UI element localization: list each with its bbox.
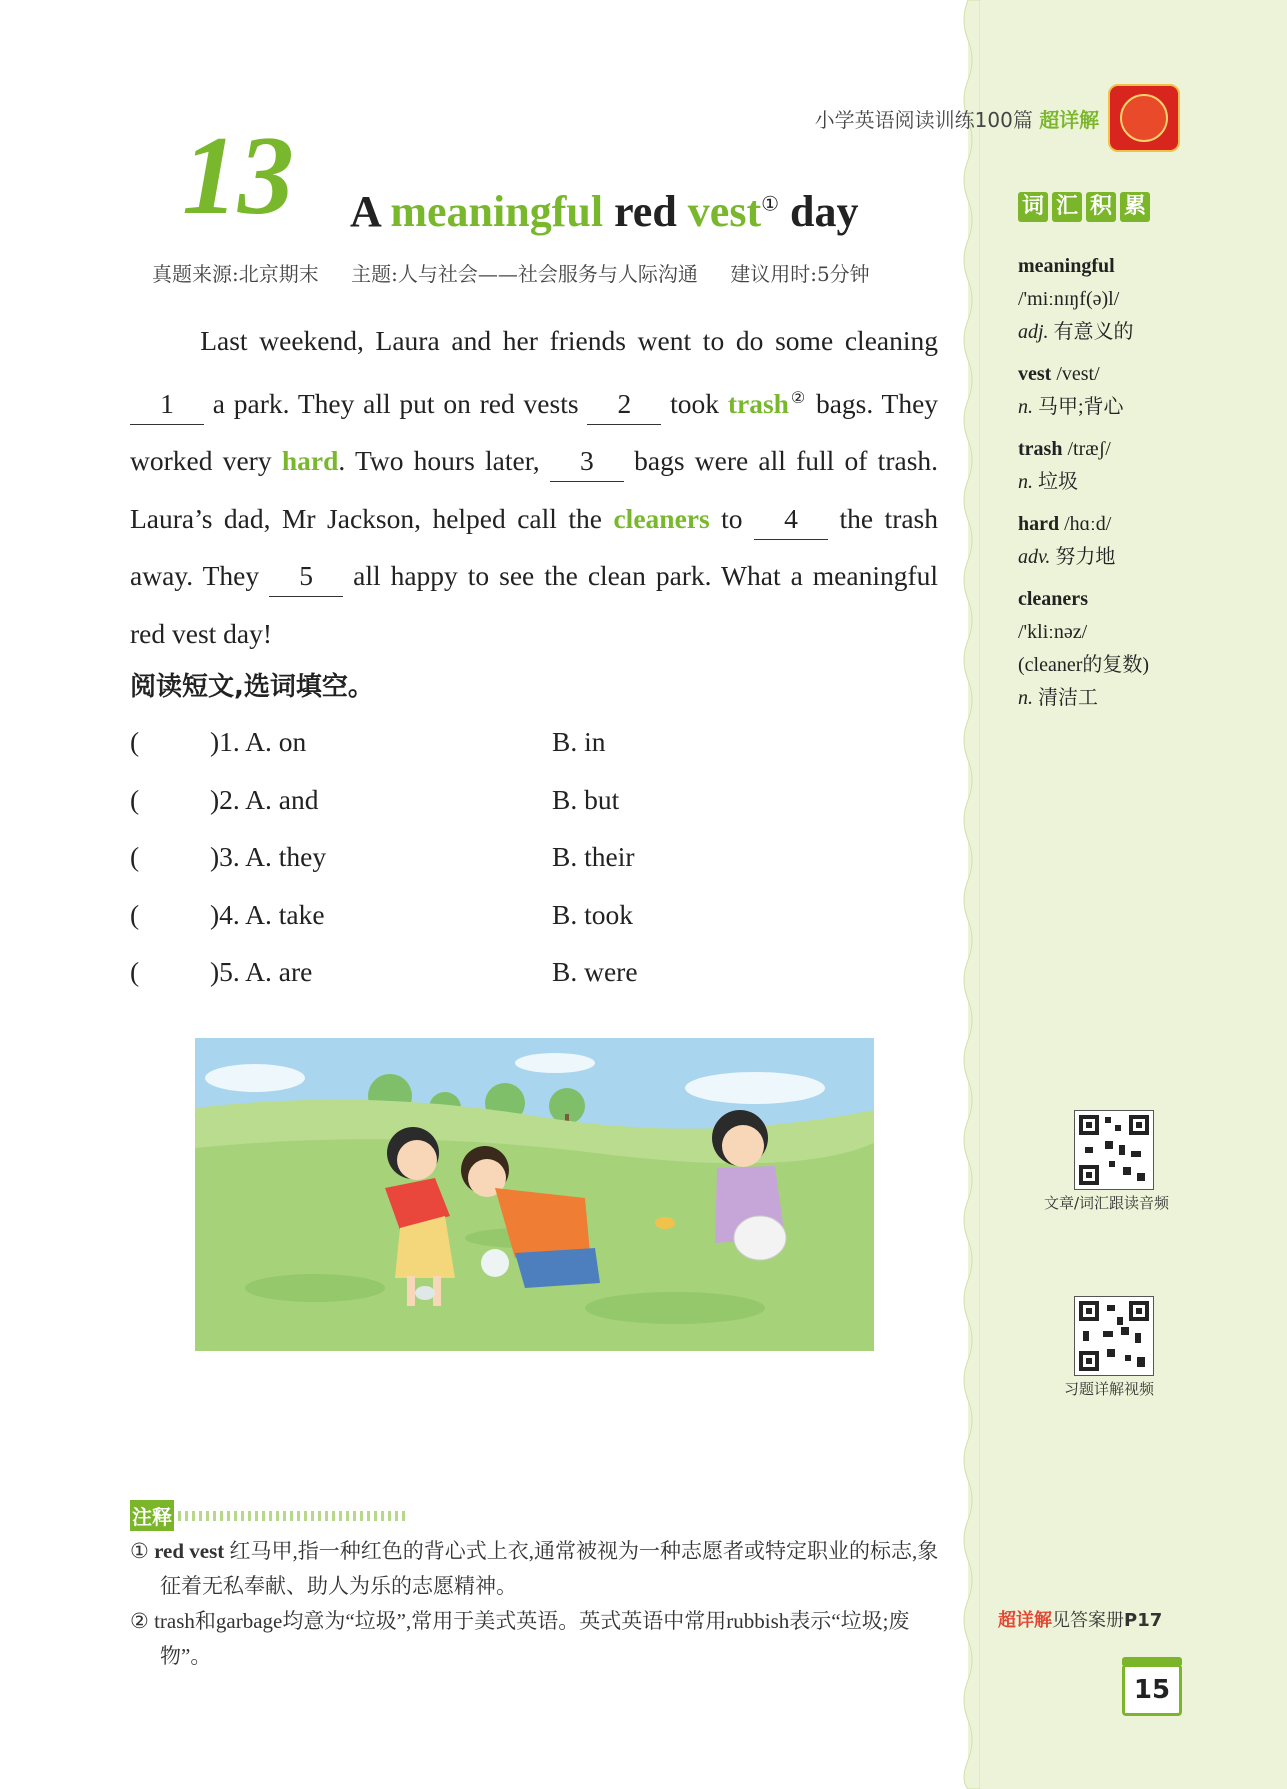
passage-text: a park. They all put on red vests xyxy=(212,387,579,419)
option-a: )5. A. are xyxy=(210,956,313,987)
option-b: B. took xyxy=(552,899,633,930)
blank-2[interactable]: 2 xyxy=(587,384,661,425)
sidebar-wavy-edge xyxy=(956,0,980,1789)
vocab-highlight: hard xyxy=(281,445,339,477)
vocab-word: vest xyxy=(1018,363,1052,385)
option-a: )4. A. take xyxy=(210,899,325,930)
notes-header xyxy=(130,1500,406,1531)
lesson-meta xyxy=(152,258,896,287)
answer-paren[interactable]: ( xyxy=(130,899,140,930)
passage-text: the trash away. They xyxy=(130,502,939,592)
blank-3[interactable]: 3 xyxy=(550,441,624,482)
notes-divider xyxy=(178,1511,406,1521)
note-marker: ① xyxy=(761,193,780,216)
vocab-item xyxy=(1018,250,1258,349)
passage-text: bags were all full of trash. Laura’s dad, Mr Jackson, helped call the xyxy=(130,445,939,534)
vocab-note: (cleaner的复数) xyxy=(1018,654,1150,676)
vocab-title-char: 积 xyxy=(1086,192,1116,222)
answer-paren[interactable]: ( xyxy=(130,784,140,815)
note-text: 红马甲,指一种红色的背心式上衣,通常被视为一种志愿者或特定职业的标志,象征着无私奉献、助人为乐的志愿精神。 xyxy=(160,1539,939,1598)
note-text: trash和garbage均意为“垃圾”,常用于美式英语。英式英语中常用rubbish表示“垃圾;废物”。 xyxy=(154,1609,910,1668)
vocab-word: cleaners xyxy=(1018,588,1088,610)
question-row[interactable] xyxy=(130,899,830,931)
option-b: B. in xyxy=(552,726,606,757)
blank-4[interactable]: 4 xyxy=(754,499,828,540)
answer-text: 见答案册 xyxy=(1052,1610,1124,1631)
vocab-phonetic: /'kliːnəz/ xyxy=(1018,621,1088,643)
vocab-meaning: 垃圾 xyxy=(1038,471,1078,493)
passage-text: all happy to see the clean park. What a meaningful red vest day! xyxy=(130,560,939,649)
vocab-word: hard xyxy=(1018,513,1060,535)
vocab-word: trash xyxy=(1018,438,1063,460)
vocab-pos: n. xyxy=(1018,471,1033,493)
vocab-phonetic: /'miːnɪŋf(ə)l/ xyxy=(1018,288,1120,310)
vocab-item xyxy=(1018,358,1258,424)
lesson-number: 13 xyxy=(182,114,294,238)
vocab-phonetic: /træʃ/ xyxy=(1067,438,1111,460)
vocab-phonetic: /hɑːd/ xyxy=(1064,513,1112,535)
reading-passage xyxy=(130,312,938,662)
passage-text: . Two hours later, xyxy=(338,445,540,477)
passage-text: took xyxy=(670,387,720,419)
vocab-phonetic: /vest/ xyxy=(1056,363,1100,385)
option-b: B. but xyxy=(552,784,620,815)
option-b: B. their xyxy=(552,841,635,872)
exercise-instruction: 阅读短文,选词填空。 xyxy=(130,672,374,702)
vocab-meaning: 努力地 xyxy=(1055,546,1116,568)
answer-reference xyxy=(998,1606,1162,1632)
note-marker: ② xyxy=(130,1609,149,1633)
vocab-item xyxy=(1018,433,1258,499)
series-highlight: 超详解 xyxy=(1039,108,1100,132)
note-item xyxy=(130,1534,942,1604)
vocab-word: meaningful xyxy=(1018,255,1115,277)
vocab-highlight: trash xyxy=(727,387,789,419)
vocab-pos: adv. xyxy=(1018,546,1051,568)
blank-1[interactable]: 1 xyxy=(130,384,204,425)
passage-text: Last weekend, Laura and her friends went to do some cleaning xyxy=(200,325,938,356)
title-word: vest xyxy=(687,187,762,236)
title-word: A xyxy=(350,187,380,236)
qr-code-icon xyxy=(1075,1297,1153,1375)
time-label: 建议用时:5分钟 xyxy=(730,262,870,286)
option-b: B. were xyxy=(552,956,638,987)
option-a: )3. A. they xyxy=(210,841,327,872)
qr-code-icon xyxy=(1075,1111,1153,1189)
question-row[interactable] xyxy=(130,956,830,988)
note-term: red vest xyxy=(154,1539,225,1563)
title-word: red xyxy=(614,187,677,236)
publisher-logo xyxy=(1108,84,1180,152)
theme-label: 主题:人与社会——社会服务与人际沟通 xyxy=(351,262,698,286)
vocabulary-title xyxy=(1018,192,1150,222)
question-row[interactable] xyxy=(130,784,830,816)
vocabulary-list xyxy=(1018,250,1258,724)
vocab-pos: n. xyxy=(1018,687,1033,709)
note-item xyxy=(130,1604,942,1674)
vocab-meaning: 清洁工 xyxy=(1038,687,1098,709)
answer-page: P17 xyxy=(1124,1610,1163,1631)
answer-paren[interactable]: ( xyxy=(130,726,140,757)
source-label: 真题来源:北京期末 xyxy=(152,262,319,286)
passage-text: bags. They worked very xyxy=(130,387,939,477)
video-qr-label: 习题详解视频 xyxy=(1064,1380,1155,1398)
video-qr-code[interactable] xyxy=(1074,1296,1154,1376)
series-title: 小学英语阅读训练100篇 xyxy=(814,108,1033,132)
option-a: )2. A. and xyxy=(210,784,319,815)
passage-text: to xyxy=(721,502,743,534)
option-a: )1. A. on xyxy=(210,726,307,757)
page-number: 15 xyxy=(1122,1664,1182,1716)
question-row[interactable] xyxy=(130,726,830,758)
vocab-title-char: 累 xyxy=(1120,192,1150,222)
note-marker: ② xyxy=(788,389,808,407)
title-word: meaningful xyxy=(390,187,604,236)
question-row[interactable] xyxy=(130,841,830,873)
park-cleaning-illustration xyxy=(195,1038,874,1351)
notes-section xyxy=(130,1534,942,1674)
vocab-pos: adj. xyxy=(1018,321,1049,343)
vocab-item xyxy=(1018,508,1258,574)
answer-paren[interactable]: ( xyxy=(130,956,140,987)
answer-paren[interactable]: ( xyxy=(130,841,140,872)
vocab-pos: n. xyxy=(1018,396,1033,418)
note-marker: ① xyxy=(130,1539,149,1563)
vocab-item xyxy=(1018,583,1258,715)
lesson-title xyxy=(350,186,859,237)
vocab-title-char: 汇 xyxy=(1052,192,1082,222)
answer-highlight: 超详解 xyxy=(998,1610,1052,1631)
vocab-meaning: 有意义的 xyxy=(1053,321,1134,343)
title-word: day xyxy=(790,187,859,236)
audio-qr-label: 文章/词汇跟读音频 xyxy=(1044,1194,1170,1212)
audio-qr-code[interactable] xyxy=(1074,1110,1154,1190)
vocab-title-char: 词 xyxy=(1018,192,1048,222)
notes-title: 注释 xyxy=(130,1500,174,1531)
vocab-meaning: 马甲;背心 xyxy=(1038,396,1124,418)
blank-5[interactable]: 5 xyxy=(269,556,343,597)
vocab-highlight: cleaners xyxy=(613,502,710,534)
